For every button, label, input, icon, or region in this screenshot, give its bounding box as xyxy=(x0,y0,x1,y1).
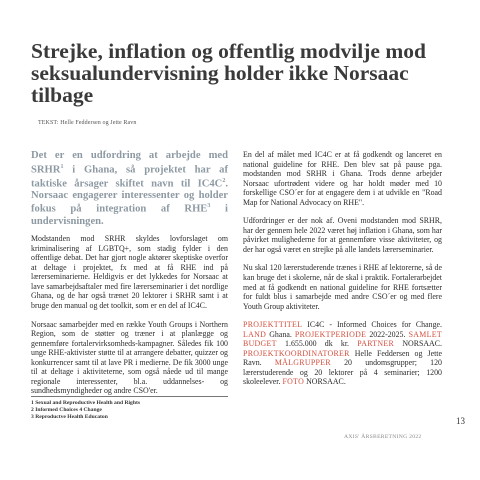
info-key-period: PROJEKTPERIODE xyxy=(294,329,367,339)
article-title: Strejke, inflation og offentlig modvilje mod seksualundervisning holder ikke Norsaac tilbage xyxy=(31,39,426,107)
footnote-2: 2 Informed Choices 4 Change xyxy=(31,407,102,413)
project-info-box xyxy=(243,320,442,387)
info-value-title: IC4C - Informed Choices for Change. xyxy=(307,320,442,330)
info-value-coordinators: Helle Feddersen og Jette Ravn. xyxy=(243,348,442,368)
info-key-title: PROJEKTTITEL xyxy=(243,320,303,330)
lead-text-3: . Norsaac engagerer interessenter og holder fokus på integration af RHE xyxy=(31,178,228,215)
footnote-ref-3: 3 xyxy=(207,203,211,210)
footnotes xyxy=(31,396,228,421)
footer-label: AXIS' ÅRSBERETNING 2022 xyxy=(344,434,422,440)
lead-text-1: Det er en udfordring at arbejde med SRHR xyxy=(31,150,228,176)
right-column xyxy=(243,150,442,387)
lead-text-4: i undervisningen. xyxy=(31,203,228,227)
info-key-target-groups: MÅLGRUPPER xyxy=(274,358,331,368)
body-paragraph: En del af målet med IC4C er at få godkendt og lanceret en national guideline for RHE. Den blev sat på pause pga. modstanden mod SRHR i Ghana. Trods denne arbejder Norsaac ufortrødent videre og har holdt møder med 10 forskellige CSO´er for at engagere dem i at udvikle en "Road Map for National Advocacy on RHE". xyxy=(243,150,442,207)
body-paragraph: Modstanden mod SRHR skyldes lovforslaget om kriminalisering af LGBTQ+, som stadig fylder i den offentlige debat. Det har gjort nogle aktører skeptiske overfor at deltage i projektet, fx med at få RHE ind på lærerseminarierne. Heldigvis er det lykkedes for Norsaac at lave samarbejdsaftaler med fire lærerseminarier i det nordlige Ghana, og de har også trænet 20 lektorer i SRHR samt i at bruge den manual og det toolkit, som er en del af IC4C. xyxy=(31,234,228,310)
footnote-ref-2: 2 xyxy=(222,177,226,184)
body-paragraph: Nu skal 120 lærerstuderende trænes i RHE af lektorerne, så de kan bruge det i skolerne, når de skal i praktik. Fortalerarbejdet med at få godkendt en national guideline for RHE fortsætter for fuldt blus i samarbejde med andre CSO´er og med flere Youth Group aktiviteter. xyxy=(243,263,442,311)
info-value-target-groups: 20 undomsgrupper; 120 lærerstuderende og 20 lektorer på 4 seminarier; 1200 skoleelever. xyxy=(243,358,442,387)
info-value-photo: NORSAAC. xyxy=(306,377,346,387)
info-key-partner: PARTNER xyxy=(357,339,395,349)
footnote-3: 3 Reproductve Health Educaton xyxy=(31,414,108,420)
left-column xyxy=(31,150,228,405)
info-key-photo: FOTO xyxy=(282,377,305,387)
body-paragraph: Udfordringer er der nok af. Oveni modstanden mod SRHR, har der gennem hele 2022 været høj inflation i Ghana, som har påvirket mulighederne for at gennemføre visse aktiviteter, og der har også været en strejke på alle landets lærerseminarier. xyxy=(243,216,442,254)
footnote-1: 1 Sexual and Reproductive Health and Rights xyxy=(31,400,140,406)
lead-text-2: i Ghana, så projektet har af taktiske årsager skiftet navn til IC4C xyxy=(31,164,228,190)
footnote-ref-1: 1 xyxy=(60,163,64,170)
article-byline: TEKST: Helle Feddersen og Jette Ravn xyxy=(38,120,137,126)
page-number: 13 xyxy=(456,416,465,426)
info-value-partner: NORSAAC. xyxy=(402,339,442,349)
info-key-coordinators: PROJEKTKOORDINATORER xyxy=(243,348,350,358)
info-value-country: Ghana. xyxy=(269,329,292,339)
info-key-budget: SAMLET BUDGET xyxy=(243,329,442,349)
lead-paragraph xyxy=(31,150,228,227)
info-value-period: 2022-2025. xyxy=(369,329,406,339)
body-paragraph: Norsaac samarbejder med en række Youth Groups i Northern Region, som de støtter og træner i at planlægge og gennemføre fortalervirksomheds-kampagner. Således fik 100 unge RHE-aktivister støtte til at arrangere debatter, quizzer og konkurrencer samt til at lave PR i medierne. De fik 3000 unge til at deltage i aktiviteterne, som også nåede ud til mange regionale interessenter, bl.a. uddannelses- og sundhedsmyndigheder og andre CSO'er. xyxy=(31,319,228,396)
info-value-budget: 1.655.000 dk kr. xyxy=(285,339,350,349)
info-key-country: LAND xyxy=(243,329,267,339)
